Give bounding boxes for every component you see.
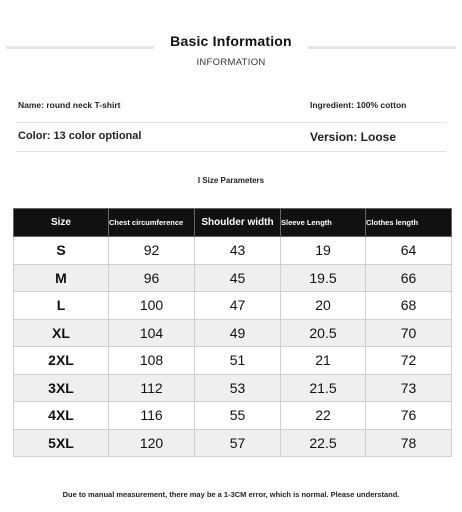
cell-shoulder: 51 <box>195 347 281 375</box>
column-header-length: Clothes length <box>366 209 452 237</box>
cell-shoulder: 57 <box>195 429 281 457</box>
cell-size: 4XL <box>14 402 109 430</box>
column-header-size: Size <box>14 209 109 237</box>
title-divider-right <box>308 46 456 49</box>
table-row <box>14 402 452 430</box>
info-divider <box>16 151 446 152</box>
product-ingredient: Ingredient: 100% cotton <box>310 100 407 110</box>
section-title: Basic Information <box>170 33 292 49</box>
cell-chest: 96 <box>109 264 195 292</box>
cell-chest: 108 <box>109 347 195 375</box>
cell-size: M <box>14 264 109 292</box>
cell-chest: 120 <box>109 429 195 457</box>
cell-length: 64 <box>366 237 452 265</box>
cell-size: XL <box>14 319 109 347</box>
title-row <box>0 30 462 54</box>
table-row <box>14 347 452 375</box>
cell-length: 66 <box>366 264 452 292</box>
cell-length: 68 <box>366 292 452 320</box>
cell-sleeve: 22.5 <box>281 429 366 457</box>
table-row <box>14 292 452 320</box>
cell-sleeve: 19.5 <box>281 264 366 292</box>
cell-shoulder: 45 <box>195 264 281 292</box>
info-divider <box>16 122 446 123</box>
column-header-sleeve: Sleeve Length <box>281 209 366 237</box>
cell-chest: 100 <box>109 292 195 320</box>
cell-sleeve: 20.5 <box>281 319 366 347</box>
table-row <box>14 374 452 402</box>
size-parameters-heading: I Size Parameters <box>197 176 265 185</box>
column-header-chest: Chest circumference <box>109 209 195 237</box>
cell-shoulder: 53 <box>195 374 281 402</box>
size-table-header-row <box>14 209 452 237</box>
cell-chest: 92 <box>109 237 195 265</box>
cell-size: L <box>14 292 109 320</box>
cell-length: 76 <box>366 402 452 430</box>
cell-length: 72 <box>366 347 452 375</box>
cell-sleeve: 21.5 <box>281 374 366 402</box>
table-row <box>14 319 452 347</box>
table-row <box>14 237 452 265</box>
cell-sleeve: 19 <box>281 237 366 265</box>
measurement-note: Due to manual measurement, there may be a 1-3CM error, which is normal. Please understand. <box>62 490 400 499</box>
cell-shoulder: 55 <box>195 402 281 430</box>
table-row <box>14 264 452 292</box>
cell-chest: 112 <box>109 374 195 402</box>
cell-sleeve: 21 <box>281 347 366 375</box>
cell-sleeve: 22 <box>281 402 366 430</box>
cell-size: 2XL <box>14 347 109 375</box>
cell-size: 3XL <box>14 374 109 402</box>
cell-shoulder: 43 <box>195 237 281 265</box>
cell-shoulder: 47 <box>195 292 281 320</box>
cell-sleeve: 20 <box>281 292 366 320</box>
cell-size: S <box>14 237 109 265</box>
column-header-shoulder: Shoulder width <box>195 209 281 237</box>
cell-length: 78 <box>366 429 452 457</box>
product-name: Name: round neck T-shirt <box>18 100 121 110</box>
cell-shoulder: 49 <box>195 319 281 347</box>
section-subtitle: INFORMATION <box>196 57 266 68</box>
cell-chest: 116 <box>109 402 195 430</box>
product-color: Color: 13 color optional <box>18 130 142 142</box>
cell-chest: 104 <box>109 319 195 347</box>
cell-size: 5XL <box>14 429 109 457</box>
cell-length: 70 <box>366 319 452 347</box>
product-version: Version: Loose <box>310 130 397 144</box>
cell-length: 73 <box>366 374 452 402</box>
size-table <box>13 208 452 457</box>
table-row <box>14 429 452 457</box>
